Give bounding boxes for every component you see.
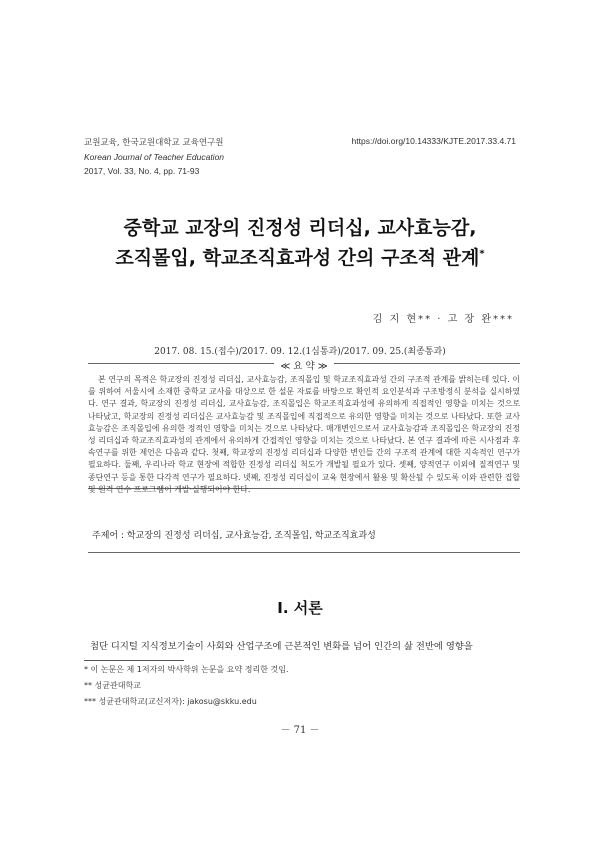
journal-name-english: Korean Journal of Teacher Education: [84, 152, 225, 162]
journal-name-korean: 교원교육, 한국교원대학교 교육연구원: [84, 138, 224, 148]
paper-title-line-2: [60, 243, 540, 270]
section-heading: Ⅰ. 서론: [277, 599, 323, 617]
authors: 김 지 현** · 고 장 완***: [372, 314, 514, 325]
abstract-label: [88, 358, 520, 372]
body-paragraph: 첨단 디지털 지식정보기술이 사회와 산업구조에 근본적인 변화를 넘어 인간의 삶 전반에 영향을: [90, 641, 473, 652]
footnote-2: ** 성균관대학교: [84, 681, 141, 690]
title-footnote-mark: *: [479, 248, 485, 260]
abstract-text: 본 연구의 목적은 학교장의 진정성 리더십, 교사효능감, 조직몰입 및 학교조직효과성 간의 구조적 관계를 밝히는데 있다. 이를 위하여 서울시에 소재한 중학교 교사를 대상으로 한 설문 자료를 바탕으로 확인적 요인분석과 구조방정식 분석을 실시하였다. 연구 결과, 학교장의 진정성 리더십, 교사효능감, 조직몰입은 학교조직효과성에 유의하게 직접적인 영향을 미치는 것으로 나타났고, 학교장의 진정성 리더십은 교사효능감 및 조직몰입에 직접적으로 유의한 영향을 미치는 것으로 나타났다. 또한 교사효능감은 조직몰입에 유의한 정적인 영향을 미치는 것으로 나타났다. 매개변인으로서 교사효능감과 조직몰입은 학교장의 진정성 리더십과 학교조직효과성의 관계에서 유의하게 간접적인 영향을 미치는 것으로 나타났다. 본 연구 결과에 따른 시사점과 후속연구를 위한 제언은 다음과 같다. 첫째, 학교장의 진정성 리더십과 다양한 변인들 간의 구조적 관계에 대한 지속적인 연구가 필요하다. 둘째, 우리나라 학교 현장에 적합한 진정성 리더십 척도가 개발될 필요가 있다. 셋째, 양적연구 이외에 질적연구 및 종단연구 등을 통한 다각적 연구가 필요하다. 넷째, 진정성 리더십이 교육 현장에서 활용 및 확산될 수 있도록 이와 관련한 집합 및 원격 연수 프로그램이 개발·실행되어야 한다.: [88, 375, 520, 494]
abstract-box: [88, 361, 520, 494]
page-number: － 71 －: [280, 725, 320, 736]
doi-link[interactable]: https://doi.org/10.14333/KJTE.2017.33.4.71: [351, 136, 516, 146]
journal-volume: 2017, Vol. 33, No. 4, pp. 71-93: [84, 166, 200, 176]
review-dates: 2017. 08. 15.(접수)/2017. 09. 12.(1심통과)/2017. 09. 25.(최종통과): [154, 347, 446, 357]
footnote-divider: [84, 660, 184, 661]
divider: [88, 552, 520, 553]
footnote-3: *** 성균관대학교(교신저자): jakosu@skku.edu: [84, 697, 257, 706]
paper-title-line-1: 중학교 교장의 진정성 리더십, 교사효능감,: [123, 217, 477, 239]
journal-header: [84, 136, 224, 178]
paper-title-line-2-text: 조직몰입, 학교조직효과성 간의 구조적 관계: [115, 247, 480, 269]
footnote-1: * 이 논문은 제 1저자의 박사학위 논문을 요약 정리한 것임.: [84, 665, 289, 674]
abstract-label-text: ≪ 요 약 ≫: [274, 361, 333, 372]
keywords: 주제어 : 학교장의 진정성 리더십, 교사효능감, 조직몰입, 학교조직효과성: [92, 531, 376, 541]
